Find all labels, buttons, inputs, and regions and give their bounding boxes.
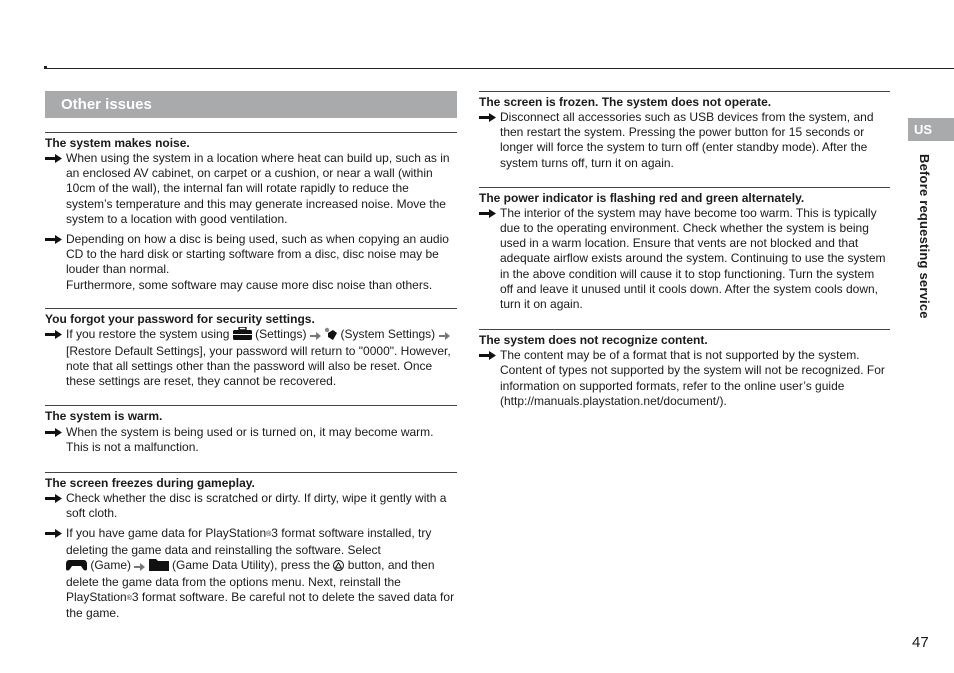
list-item: When the system is being used or is turned on, it may become warm. This is not a malfunction. [45,425,457,455]
arrow-right-icon [479,209,496,218]
issue-forgot-password [45,308,457,390]
issue-title: The screen freezes during gameplay. [45,476,255,491]
note-text: Furthermore, some software may cause more disc noise than others. [66,277,433,292]
issue-title: You forgot your password for security settings. [45,311,315,326]
folder-icon [149,558,169,575]
issue-power-indicator [479,187,890,312]
small-arrow-icon [439,329,450,344]
region-tab: US [908,118,954,141]
issue-screen-frozen [479,91,890,171]
issue-title: The screen is frozen. The system does not operate. [479,95,772,109]
arrow-right-icon [45,235,62,244]
list-item: The content may be of a format that is not supported by the system. Content of types not supported by the system will not be recognized. For information on supported formats, refer to the online user’s guide (http://manuals.playstation.net/document/). [479,348,890,409]
issue-title: The system makes noise. [45,136,190,150]
top-rule [45,68,954,69]
system-settings-icon [324,327,337,344]
page-number: 47 [912,634,929,651]
issue-title: The system does not recognize content. [479,333,708,348]
game-controller-icon [66,558,87,575]
arrow-right-icon [479,351,496,360]
arrow-right-icon [45,154,62,163]
issue-title: The system is warm. [45,408,163,423]
arrow-right-icon [45,330,62,339]
list-item: If you have game data for PlayStation®3 format software installed, try deleting the game data and reinstalling the software. Select (Game) (Game Data Utility), press the button, and then delete the game data from the options menu. Next, reinstall the PlayStation®3 format software. Be careful not to delete the saved data for the game. [45,526,457,621]
list-item: The interior of the system may have become too warm. This is typically due to the operating environment. Check whether the system is being used in a warm location. Ensure that vents are not blocked and that adequate airflow exists around the system. Continuing to use the system in the above condition will cause it to stop functioning. Turn the system off and leave it unused until it cools down. After the system cools down, turn it on again. [479,206,890,312]
list-item: Disconnect all accessories such as USB devices from the system, and then restart the system. Pressing the power button for 15 seconds or longer will force the system to turn off (enter standby mode). After the system turns off, turn it on again. [479,110,890,171]
issue-screen-freezes [45,472,457,622]
issue-system-warm [45,405,457,455]
issue-title: The power indicator is flashing red and green alternately. [479,190,805,205]
right-column [479,91,890,409]
arrow-right-icon [45,529,62,538]
issue-system-noise [45,132,457,293]
list-item: When using the system in a location where heat can build up, such as in an enclosed AV cabinet, on carpet or a cushion, or near a wall (within 10cm of the wall), the internal fan will rotate rapidly to reduce the system’s temperature and this may generate increased noise. Move the system to a location with good ventilation. [45,151,457,227]
toolbox-settings-icon [233,327,252,344]
arrow-right-icon [45,494,62,503]
small-arrow-icon [310,329,321,344]
side-heading: Before requesting service [917,154,932,319]
arrow-right-icon [45,428,62,437]
list-item: Check whether the disc is scratched or dirty. If dirty, wipe it gently with a soft cloth. [45,491,457,521]
arrow-right-icon [479,113,496,122]
list-item: Depending on how a disc is being used, such as when copying an audio CD to the hard disk or starting software from a disc, disc noise may be louder than normal. Furthermore, some software may cause more disc noise than others. [45,232,457,293]
triangle-button-icon [333,560,344,571]
left-column [45,91,457,622]
section-title: Other issues [45,91,457,118]
issue-content-not-recognized [479,329,890,409]
list-item: If you restore the system using (Settings) (System Settings) [Restore Default Settings], your password will return to "0000". However, note that all settings other than the password will also be reset. Once these settings are reset, they cannot be recovered. [45,327,457,390]
small-arrow-icon [134,560,145,575]
